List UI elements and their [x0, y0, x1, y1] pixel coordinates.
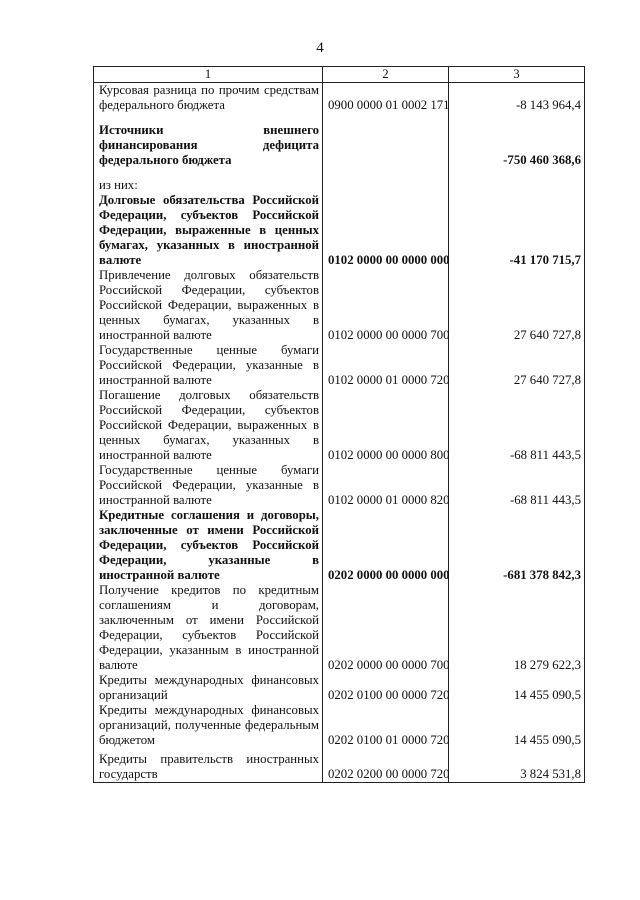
table-row — [94, 388, 585, 463]
table-header-row — [94, 67, 585, 83]
row-name: Государственные ценные бумаги Российской Федерации, указанные в иностранной валюте — [94, 463, 323, 508]
row-code: 0900 0000 01 0002 171 — [323, 83, 449, 114]
table-row — [94, 748, 585, 783]
row-code — [323, 113, 449, 168]
row-name: Источники внешнего финансирования дефицита федерального бюджета — [94, 113, 323, 168]
row-name: Кредиты правительств иностранных государств — [94, 748, 323, 783]
row-amount: -681 378 842,3 — [449, 508, 585, 583]
row-amount: 27 640 727,8 — [449, 268, 585, 343]
table-row — [94, 673, 585, 703]
row-amount — [449, 168, 585, 193]
row-code — [323, 168, 449, 193]
row-amount: 27 640 727,8 — [449, 343, 585, 388]
row-code: 0202 0200 00 0000 720 — [323, 748, 449, 783]
row-code: 0102 0000 00 0000 700 — [323, 268, 449, 343]
table-row — [94, 193, 585, 268]
row-amount: 14 455 090,5 — [449, 673, 585, 703]
table-row — [94, 463, 585, 508]
row-name: из них: — [94, 168, 323, 193]
row-code: 0202 0100 00 0000 720 — [323, 673, 449, 703]
row-amount: -68 811 443,5 — [449, 388, 585, 463]
table-row — [94, 168, 585, 193]
row-name: Кредиты международных финансовых организаций, полученные федеральным бюджетом — [94, 703, 323, 748]
row-name: Погашение долговых обязательств Российской Федерации, субъектов Российской Федерации, выраженных в ценных бумагах, указанных в иностранной валюте — [94, 388, 323, 463]
row-name: Получение кредитов по кредитным соглашениям и договорам, заключенным от имени Российской Федерации, субъектов Российской Федерации, указанным в иностранной валюте — [94, 583, 323, 673]
row-amount: -750 460 368,6 — [449, 113, 585, 168]
row-amount: 14 455 090,5 — [449, 703, 585, 748]
row-name: Государственные ценные бумаги Российской Федерации, указанные в иностранной валюте — [94, 343, 323, 388]
table-row — [94, 113, 585, 168]
page-number: 4 — [316, 40, 324, 56]
row-code: 0202 0000 00 0000 000 — [323, 508, 449, 583]
row-code: 0102 0000 00 0000 800 — [323, 388, 449, 463]
row-code: 0202 0000 00 0000 700 — [323, 583, 449, 673]
table-row — [94, 343, 585, 388]
column-header-code: 2 — [323, 67, 449, 83]
column-header-name: 1 — [94, 67, 323, 83]
table-row — [94, 583, 585, 673]
row-name: Привлечение долговых обязательств Российской Федерации, субъектов Российской Федерации, выраженных в ценных бумагах, указанных в иностранной валюте — [94, 268, 323, 343]
row-name: Долговые обязательства Российской Федерации, субъектов Российской Федерации, выраженные в ценных бумагах, указанных в иностранной валюте — [94, 193, 323, 268]
column-header-amount: 3 — [449, 67, 585, 83]
budget-sources-table — [93, 66, 585, 783]
row-code: 0102 0000 01 0000 820 — [323, 463, 449, 508]
table-row — [94, 703, 585, 748]
row-amount: 18 279 622,3 — [449, 583, 585, 673]
row-amount: -41 170 715,7 — [449, 193, 585, 268]
table-row — [94, 83, 585, 114]
row-name: Кредиты международных финансовых организаций — [94, 673, 323, 703]
row-name: Кредитные соглашения и договоры, заключенные от имени Российской Федерации, субъектов Российской Федерации, указанные в иностранной валюте — [94, 508, 323, 583]
row-name: Курсовая разница по прочим средствам федерального бюджета — [94, 83, 323, 114]
row-amount: 3 824 531,8 — [449, 748, 585, 783]
table-row — [94, 508, 585, 583]
row-amount: -8 143 964,4 — [449, 83, 585, 114]
row-amount: -68 811 443,5 — [449, 463, 585, 508]
row-code: 0102 0000 00 0000 000 — [323, 193, 449, 268]
table-row — [94, 268, 585, 343]
row-code: 0102 0000 01 0000 720 — [323, 343, 449, 388]
row-code: 0202 0100 01 0000 720 — [323, 703, 449, 748]
